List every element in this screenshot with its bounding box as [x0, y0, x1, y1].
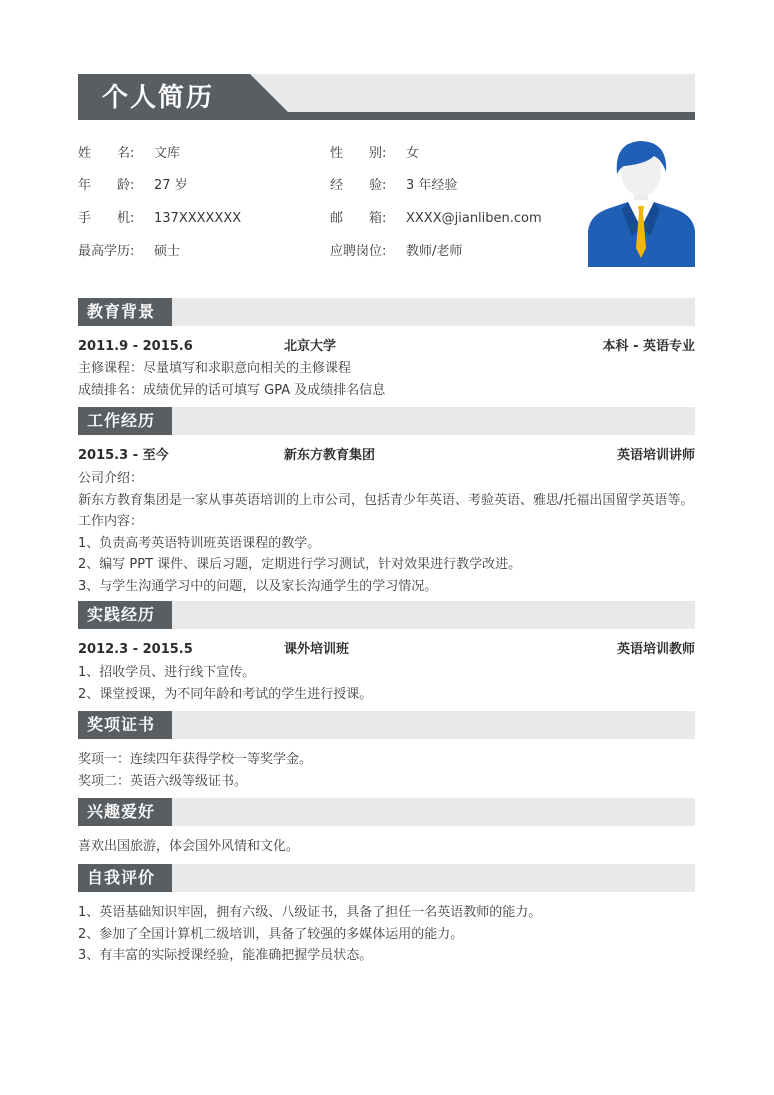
- work-line: 新东方教育集团是一家从事英语培训的上市公司，包括青少年英语、考验英语、雅思/托福出国留学英语等。: [78, 493, 694, 508]
- education-level-label: 最高学历:: [78, 244, 135, 259]
- name-label: 姓 名:: [78, 146, 135, 161]
- self-line: 1、英语基础知识牢固，拥有六级、八级证书，具备了担任一名英语教师的能力。: [78, 905, 542, 920]
- position-label: 应聘岗位:: [330, 244, 387, 259]
- award-line: 奖项二：英语六级等级证书。: [78, 774, 248, 789]
- education-degree: 本科 - 英语专业: [602, 339, 695, 354]
- work-heading: 工作经历: [78, 407, 172, 435]
- work-period: 2015.3 - 至今: [78, 448, 169, 463]
- age-label: 年 龄:: [78, 178, 135, 193]
- self-line: 2、参加了全国计算机二级培训，具备了较强的多媒体运用的能力。: [78, 927, 464, 942]
- experience-value: 3 年经验: [406, 178, 458, 193]
- practice-org: 课外培训班: [284, 642, 350, 657]
- name-value: 文库: [154, 146, 181, 161]
- education-line: 成绩排名：成绩优异的话可填写 GPA 及成绩排名信息: [78, 383, 386, 398]
- gender-value: 女: [406, 146, 420, 161]
- phone-value: 137XXXXXXX: [154, 211, 242, 226]
- education-period: 2011.9 - 2015.6: [78, 339, 193, 354]
- email-value: XXXX@jianliben.com: [406, 211, 542, 226]
- work-line: 工作内容：: [78, 514, 144, 529]
- work-line: 1、负责高考英语特训班英语课程的教学。: [78, 536, 321, 551]
- practice-line: 2、课堂授课，为不同年龄和考试的学生进行授课。: [78, 687, 373, 702]
- age-value: 27 岁: [154, 178, 188, 193]
- award-line: 奖项一：连续四年获得学校一等奖学金。: [78, 752, 313, 767]
- work-company: 新东方教育集团: [284, 448, 376, 463]
- self-heading: 自我评价: [78, 864, 172, 892]
- practice-period: 2012.3 - 2015.5: [78, 642, 193, 657]
- awards-heading: 奖项证书: [78, 711, 172, 739]
- avatar-icon: [588, 136, 695, 267]
- practice-heading: 实践经历: [78, 601, 172, 629]
- education-school: 北京大学: [284, 339, 337, 354]
- page-title: 个人简历: [102, 83, 215, 113]
- hobby-line: 喜欢出国旅游，体会国外风情和文化。: [78, 839, 300, 854]
- position-value: 教师/老师: [406, 244, 463, 259]
- education-line: 主修课程：尽量填写和求职意向相关的主修课程: [78, 361, 352, 376]
- gender-label: 性 别:: [330, 146, 387, 161]
- self-line: 3、有丰富的实际授课经验，能准确把握学员状态。: [78, 948, 373, 963]
- work-line: 3、与学生沟通学习中的问题，以及家长沟通学生的学习情况。: [78, 579, 438, 594]
- practice-role: 英语培训教师: [616, 642, 695, 657]
- practice-line: 1、招收学员、进行线下宣传。: [78, 665, 256, 680]
- work-line: 公司介绍：: [78, 471, 144, 486]
- experience-label: 经 验:: [330, 178, 387, 193]
- phone-label: 手 机:: [78, 211, 135, 226]
- hobbies-heading: 兴趣爱好: [78, 798, 172, 826]
- work-line: 2、编写 PPT 课件、课后习题，定期进行学习测试，针对效果进行教学改进。: [78, 557, 522, 572]
- education-heading: 教育背景: [78, 298, 172, 326]
- email-label: 邮 箱:: [330, 211, 387, 226]
- education-level-value: 硕士: [154, 244, 181, 259]
- work-role: 英语培训讲师: [616, 448, 695, 463]
